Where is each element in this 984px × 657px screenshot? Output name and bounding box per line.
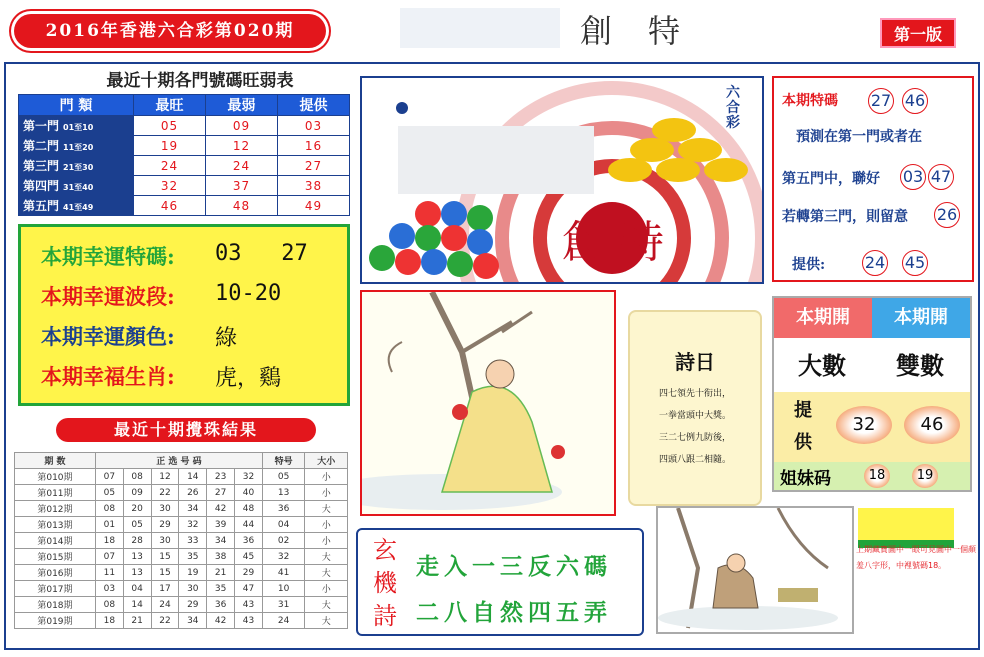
results-row (15, 565, 348, 581)
results-number: 28 (123, 533, 151, 549)
page-title: 創特 (580, 12, 717, 50)
door-weak-value: 37 (206, 176, 278, 196)
lucky-label: 本期幸福生肖: (41, 364, 175, 389)
door-weak-value: 48 (206, 196, 278, 216)
door-header-weak: 最弱 (206, 95, 278, 116)
last-period-note (856, 506, 978, 634)
results-number: 13 (123, 565, 151, 581)
door-row (19, 136, 350, 156)
door-offer-value: 49 (278, 196, 350, 216)
special-line-2: 第五門中，聯好 (782, 171, 880, 187)
header-band (400, 8, 560, 48)
results-number: 07 (95, 469, 123, 485)
door-table-title: 最近十期各門號碼旺弱表 (106, 71, 294, 91)
results-number: 33 (179, 533, 207, 549)
lucky-value: 03 27 (215, 241, 308, 266)
results-number: 20 (123, 501, 151, 517)
results-header-period: 期 数 (15, 453, 96, 469)
lottery-balls (369, 201, 499, 279)
door-name (19, 116, 134, 136)
poem-heading: 詩日 (675, 350, 715, 374)
results-special: 05 (262, 469, 305, 485)
sister-code-1: 18 (864, 464, 890, 488)
results-row (15, 485, 348, 501)
provide-label-1: 提 (794, 400, 812, 421)
results-special: 02 (262, 533, 305, 549)
results-number: 29 (235, 565, 263, 581)
door-label: 第二門 (23, 139, 60, 153)
door-range: 31至40 (63, 183, 94, 192)
provide-area (774, 392, 970, 462)
results-size: 大 (305, 501, 348, 517)
results-number: 30 (151, 533, 179, 549)
xuanji-label-char-2: 機 (373, 569, 397, 597)
special-code-box (772, 76, 974, 282)
results-number: 38 (207, 549, 235, 565)
results-number: 34 (179, 613, 207, 629)
results-period: 第011期 (15, 485, 96, 501)
door-label: 第五門 (23, 199, 60, 213)
results-number: 30 (179, 581, 207, 597)
results-number: 13 (123, 549, 151, 565)
results-number: 34 (179, 501, 207, 517)
door-name (19, 156, 134, 176)
results-number: 15 (151, 565, 179, 581)
treasure-map-illustration (656, 506, 854, 634)
banner-image (360, 76, 764, 284)
results-number: 19 (179, 565, 207, 581)
xuanji-line-1: 走入一三反六碼 (416, 554, 612, 580)
special-code-1: 27 (868, 88, 894, 114)
door-range: 01至10 (63, 123, 94, 132)
door-range: 41至49 (63, 203, 94, 212)
door-header-offer: 提供 (278, 95, 350, 116)
door-header-strong: 最旺 (134, 95, 206, 116)
door-weak-value: 09 (206, 116, 278, 136)
special-line-3: 若轉第三門，則留意 (782, 209, 908, 225)
results-number: 05 (123, 517, 151, 533)
results-size: 大 (305, 565, 348, 581)
results-period: 第013期 (15, 517, 96, 533)
results-number: 08 (95, 501, 123, 517)
results-period: 第019期 (15, 613, 96, 629)
results-number: 23 (207, 469, 235, 485)
door-strong-value: 24 (134, 156, 206, 176)
results-number: 09 (123, 485, 151, 501)
note-text: 上期藏寶圖中一眼可見圖中一個顏羞八字形，中裡號碼18。 (856, 545, 976, 570)
results-number: 07 (95, 549, 123, 565)
logo-text: 六合彩 (726, 85, 740, 131)
results-number: 14 (123, 597, 151, 613)
door-row (19, 196, 350, 216)
period-banner: 2016年香港六合彩第020期 (14, 14, 326, 48)
results-number: 29 (151, 517, 179, 533)
results-row (15, 613, 348, 629)
results-number: 35 (207, 581, 235, 597)
results-number: 04 (123, 581, 151, 597)
sister-code-2: 19 (912, 464, 938, 488)
results-header-special: 特号 (262, 453, 305, 469)
results-number: 24 (151, 597, 179, 613)
results-special: 24 (262, 613, 305, 629)
old-man-drawing (362, 292, 614, 514)
sister-code-row (774, 462, 970, 490)
results-special: 41 (262, 565, 305, 581)
door-strong-value: 46 (134, 196, 206, 216)
results-number: 12 (151, 469, 179, 485)
poem-scroll (628, 310, 762, 506)
results-row (15, 501, 348, 517)
results-number: 18 (95, 613, 123, 629)
lucky-value: 虎，鷄 (215, 366, 282, 391)
results-number: 22 (151, 485, 179, 501)
results-special: 31 (262, 597, 305, 613)
door-name (19, 196, 134, 216)
results-row (15, 597, 348, 613)
results-number: 40 (235, 485, 263, 501)
results-size: 小 (305, 485, 348, 501)
special-title: 本期特碼 (782, 93, 838, 109)
results-number: 21 (123, 613, 151, 629)
results-row (15, 549, 348, 565)
results-size: 小 (305, 533, 348, 549)
results-special: 04 (262, 517, 305, 533)
results-size: 小 (305, 581, 348, 597)
door-strong-value: 05 (134, 116, 206, 136)
provide-label-2: 供 (794, 432, 812, 453)
big-number-label: 大數 (798, 352, 846, 380)
door-table (18, 94, 350, 216)
door-weak-value: 12 (206, 136, 278, 156)
door-header-type: 門 類 (19, 95, 134, 116)
open-header-1: 本期開 (774, 298, 872, 338)
special-line-2-code-2: 47 (928, 164, 954, 190)
results-size: 大 (305, 597, 348, 613)
results-period: 第015期 (15, 549, 96, 565)
door-name (19, 136, 134, 156)
results-period: 第016期 (15, 565, 96, 581)
results-number: 45 (235, 549, 263, 565)
results-number: 14 (179, 469, 207, 485)
door-strong-value: 32 (134, 176, 206, 196)
xuanji-line-2: 二八自然四五弄 (416, 600, 612, 626)
door-weak-value: 24 (206, 156, 278, 176)
xuanji-poem-box (356, 528, 644, 636)
results-number: 01 (95, 517, 123, 533)
results-period: 第010期 (15, 469, 96, 485)
special-line-3-code: 26 (934, 202, 960, 228)
special-code-2: 46 (902, 88, 928, 114)
results-special: 13 (262, 485, 305, 501)
door-row (19, 116, 350, 136)
results-size: 大 (305, 613, 348, 629)
provide-code-2: 46 (904, 406, 960, 444)
results-header-size: 大小 (305, 453, 348, 469)
open-header-2: 本期開 (872, 298, 970, 338)
results-number: 08 (95, 597, 123, 613)
poem-line-2: 一拳當頭中大獎。 (658, 411, 731, 421)
results-size: 小 (305, 469, 348, 485)
results-number: 32 (179, 517, 207, 533)
poem-line-3: 三二七例九防後， (658, 433, 731, 443)
lucky-value: 綠 (215, 326, 238, 351)
banner-brand-text: 創特 (562, 217, 678, 268)
door-offer-value: 03 (278, 116, 350, 136)
results-row (15, 581, 348, 597)
special-line-2-code-1: 03 (900, 164, 926, 190)
treasure-map-drawing (658, 508, 852, 632)
results-number: 27 (207, 485, 235, 501)
door-name (19, 176, 134, 196)
special-line-1: 預測在第一門或者在 (796, 129, 922, 145)
results-number: 18 (95, 533, 123, 549)
poem-line-4: 四頭八跟二相隨。 (658, 455, 731, 465)
lucky-label: 本期幸運波段: (41, 284, 175, 309)
results-number: 43 (235, 597, 263, 613)
open-box (772, 296, 972, 492)
results-title: 最近十期攪珠結果 (56, 418, 316, 442)
results-number: 44 (235, 517, 263, 533)
door-strong-value: 19 (134, 136, 206, 156)
results-number: 43 (235, 613, 263, 629)
results-number: 17 (151, 581, 179, 597)
fisherman-illustration (360, 290, 616, 516)
results-number: 36 (235, 533, 263, 549)
results-number: 22 (151, 613, 179, 629)
results-period: 第014期 (15, 533, 96, 549)
results-row (15, 469, 348, 485)
results-number: 42 (207, 613, 235, 629)
results-table (14, 452, 348, 629)
results-number: 08 (123, 469, 151, 485)
door-label: 第三門 (23, 159, 60, 173)
results-number: 36 (207, 597, 235, 613)
poem-line-1: 四七領先十衔出， (658, 389, 731, 399)
edition-badge: 第一版 (880, 18, 956, 48)
results-special: 32 (262, 549, 305, 565)
special-line-4-code-1: 24 (862, 250, 888, 276)
results-row (15, 517, 348, 533)
results-number: 21 (207, 565, 235, 581)
results-number: 34 (207, 533, 235, 549)
results-size: 小 (305, 517, 348, 533)
results-number: 11 (95, 565, 123, 581)
results-special: 36 (262, 501, 305, 517)
lucky-box (18, 224, 350, 406)
door-range: 11至20 (63, 143, 94, 152)
door-row (19, 176, 350, 196)
special-line-4-code-2: 45 (902, 250, 928, 276)
results-number: 32 (235, 469, 263, 485)
sister-code-label: 姐妹码 (780, 469, 831, 489)
results-size: 大 (305, 549, 348, 565)
results-special: 10 (262, 581, 305, 597)
results-number: 47 (235, 581, 263, 597)
door-range: 21至30 (63, 163, 94, 172)
special-line-4: 提供: (792, 257, 826, 273)
door-offer-value: 16 (278, 136, 350, 156)
lucky-label: 本期幸運顏色: (41, 324, 175, 349)
results-header-nums: 正 选 号 码 (95, 453, 262, 469)
door-label: 第四門 (23, 179, 60, 193)
results-period: 第017期 (15, 581, 96, 597)
xuanji-label-char-3: 詩 (373, 602, 397, 630)
results-number: 29 (179, 597, 207, 613)
blank-placeholder (398, 126, 594, 194)
results-period: 第012期 (15, 501, 96, 517)
door-label: 第一門 (23, 119, 60, 133)
door-row (19, 156, 350, 176)
xuanji-label (368, 534, 402, 633)
provide-code-1: 32 (836, 406, 892, 444)
results-number: 39 (207, 517, 235, 533)
door-offer-value: 38 (278, 176, 350, 196)
results-number: 05 (95, 485, 123, 501)
results-period: 第018期 (15, 597, 96, 613)
results-number: 48 (235, 501, 263, 517)
results-number: 35 (179, 549, 207, 565)
results-number: 42 (207, 501, 235, 517)
results-row (15, 533, 348, 549)
results-number: 03 (95, 581, 123, 597)
door-offer-value: 27 (278, 156, 350, 176)
lucky-value: 10-20 (215, 281, 282, 306)
lucky-label: 本期幸運特碼: (41, 244, 175, 269)
results-number: 15 (151, 549, 179, 565)
results-number: 26 (179, 485, 207, 501)
xuanji-label-char-1: 玄 (373, 536, 397, 564)
even-number-label: 雙數 (896, 352, 944, 380)
results-number: 30 (151, 501, 179, 517)
